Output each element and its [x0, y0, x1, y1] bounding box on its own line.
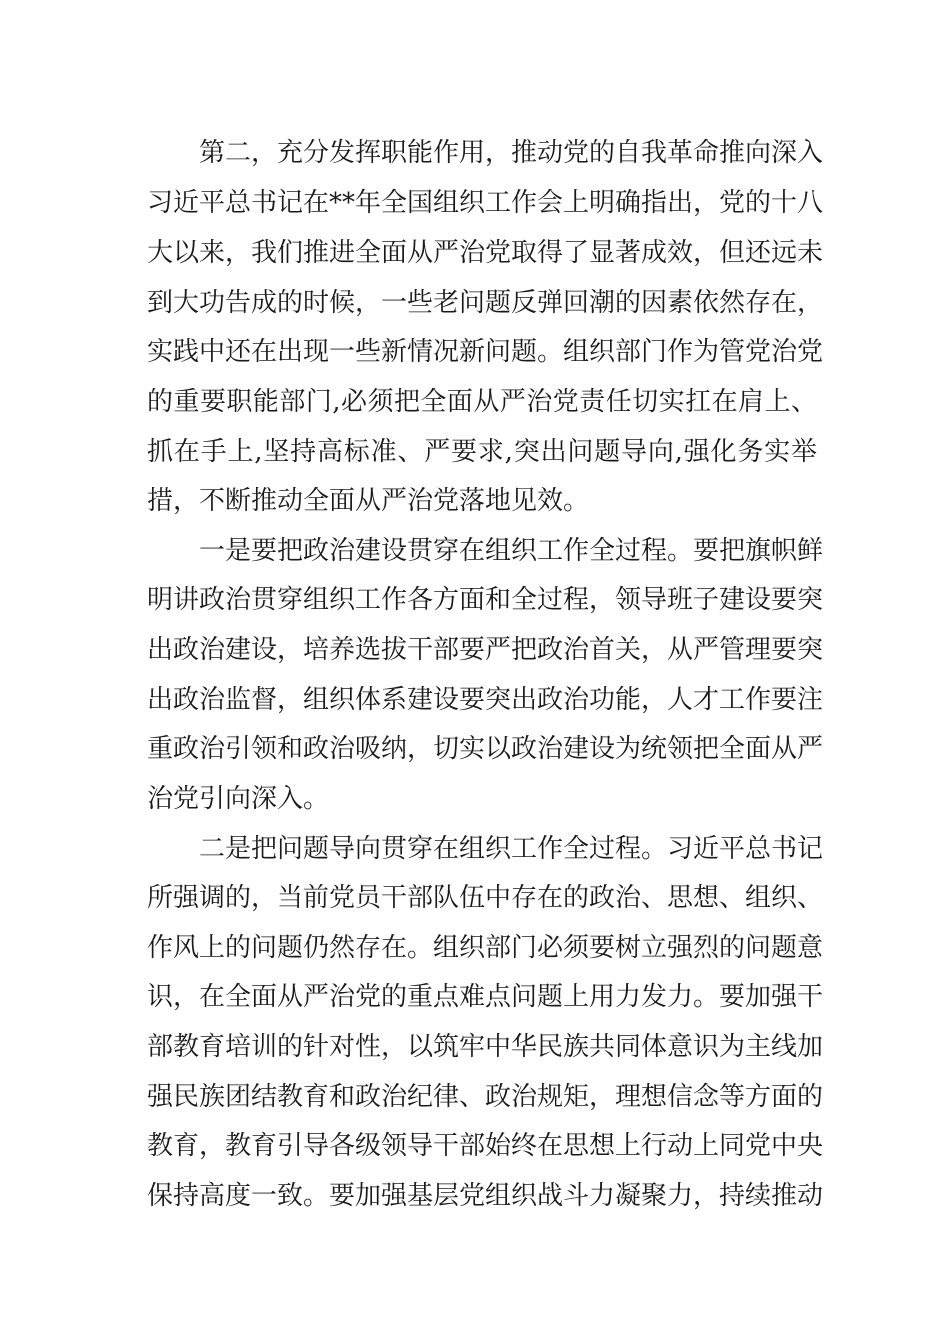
- paragraph-line: 大以来，我们推进全面从严治党取得了显著成效，但还远未: [147, 238, 824, 268]
- paragraph-line: 教育，教育引导各级领导干部始终在思想上行动上同党中央: [147, 1131, 824, 1161]
- paragraph-line: 出政治建设，培养选拔干部要严把政治首关，从严管理要突: [147, 635, 824, 665]
- paragraph-line: 部教育培训的针对性，以筑牢中华民族共同体意识为主线加: [147, 1032, 824, 1062]
- paragraph-line: 治党引向深入。: [147, 784, 330, 814]
- paragraph-line: 的重要职能部门,必须把全面从严治党责任切实扛在肩上、: [147, 387, 817, 417]
- paragraph-line: 习近平总书记在**年全国组织工作会上明确指出，党的十八: [147, 188, 824, 218]
- paragraph-line: 抓在手上,坚持高标准、严要求,突出问题导向,强化务实举: [147, 437, 817, 467]
- paragraph-line: 措，不断推动全面从严治党落地见效。: [147, 486, 590, 516]
- section-heading: 第二，充分发挥职能作用，推动党的自我革命推向深入: [199, 138, 824, 168]
- paragraph-line: 作风上的问题仍然存在。组织部门必须要树立强烈的问题意: [147, 933, 824, 963]
- paragraph-line: 明讲政治贯穿组织工作各方面和全过程，领导班子建设要突: [147, 585, 824, 615]
- paragraph-line: 出政治监督，组织体系建设要突出政治功能，人才工作要注: [147, 685, 824, 715]
- paragraph-line: 强民族团结教育和政治纪律、政治规矩，理想信念等方面的: [147, 1082, 824, 1112]
- paragraph-line: 实践中还在出现一些新情况新问题。组织部门作为管党治党: [147, 337, 824, 367]
- paragraph-first-line: 二是把问题导向贯穿在组织工作全过程。习近平总书记: [199, 834, 824, 864]
- paragraph-line: 重政治引领和政治吸纳，切实以政治建设为统领把全面从严: [147, 734, 824, 764]
- paragraph-first-line: 一是要把政治建设贯穿在组织工作全过程。要把旗帜鲜: [199, 536, 824, 566]
- paragraph-line: 识，在全面从严治党的重点难点问题上用力发力。要加强干: [147, 982, 824, 1012]
- paragraph-line: 到大功告成的时候，一些老问题反弹回潮的因素依然存在，: [147, 288, 824, 318]
- paragraph-line: 保持高度一致。要加强基层党组织战斗力凝聚力，持续推动: [147, 1181, 824, 1211]
- paragraph-line: 所强调的，当前党员干部队伍中存在的政治、思想、组织、: [147, 883, 824, 913]
